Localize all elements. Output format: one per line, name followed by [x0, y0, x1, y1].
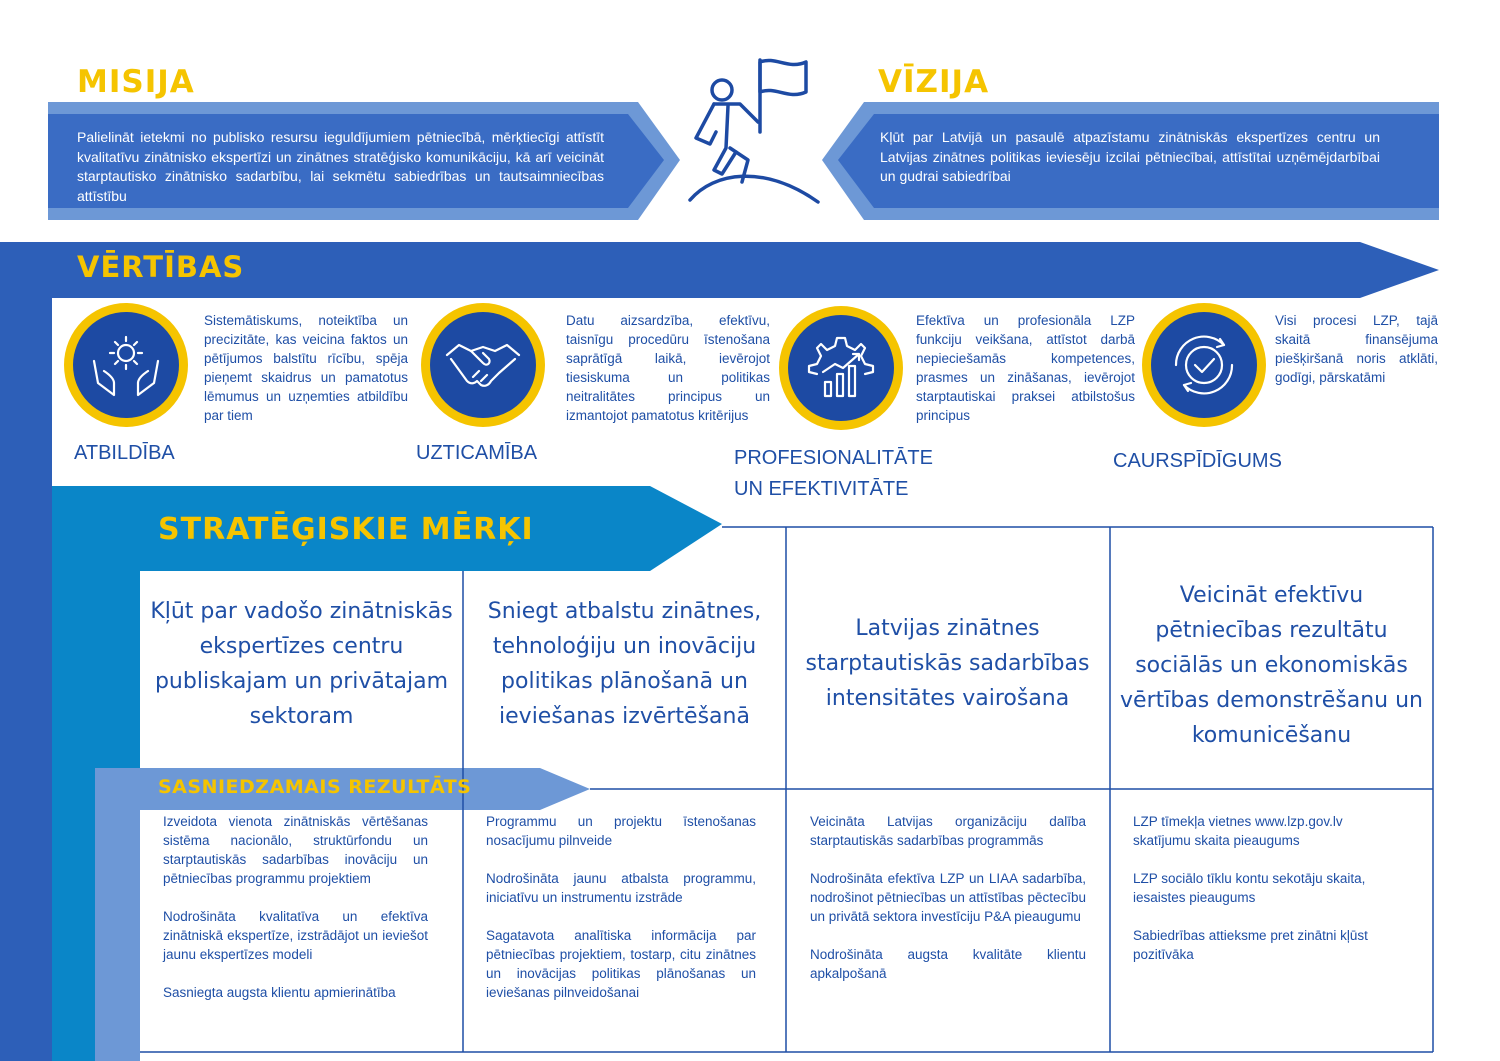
mountain-flag-icon: [684, 52, 824, 212]
result-item: Izveidota vienota zinātniskās vērtēšanas sistēma nacionālo, struktūrfondu un starptautiskās sadarbības inovāciju un pētniecības programmu projektiem: [163, 814, 428, 886]
result-item: Sabiedrības attieksme pret zinātni kļūst pozitīvāka: [1133, 928, 1368, 962]
vision-title: VĪZIJA: [878, 64, 990, 100]
values-title: VĒRTĪBAS: [77, 250, 245, 284]
result-item: LZP tīmekļa vietnes www.lzp.gov.lv skatījumu skaita pieaugums: [1133, 814, 1343, 848]
goal-1: [150, 571, 453, 756]
values-left-bar: [0, 242, 52, 1061]
result-item: Nodrošināta augsta kvalitāte klientu apkalpošanā: [810, 947, 1086, 981]
check-circle-icon: [1164, 325, 1244, 405]
results-col-4: [1133, 812, 1399, 983]
goal-2-text: Sniegt atbalstu zinātnes, tehnoloģiju un inovāciju politikas plānošanā un ieviešanas izvērtēšanā: [487, 599, 762, 729]
handshake-icon: [443, 327, 523, 403]
value-label-uzticamiba: UZTICAMĪBA: [416, 442, 538, 464]
goal-1-text: Kļūt par vadošo zinātniskās ekspertīzes centru publiskajam un privātajam sektoram: [150, 598, 453, 729]
results-left-bar: [95, 768, 140, 1061]
value-text-atbildiba: Sistemātiskums, noteiktība un precizitāte, kas veicina faktos un pētījumos balstītu rīcību, spēja pieņemt skaidrus un pamatotus lēmumus un uzņemties atbildību par tiem: [204, 313, 408, 423]
value-text-caurspidigums: Visi procesi LZP, tajā skaitā finansējuma piešķiršanā noris atklāti, godīgi, pārskatāmi: [1275, 313, 1438, 385]
result-item: Programmu un projektu īstenošanas nosacījumu pilnveide: [486, 814, 756, 848]
goal-4: [1120, 550, 1423, 780]
mission-title: MISIJA: [77, 64, 195, 100]
results-col-3: [810, 812, 1086, 1002]
result-item: LZP sociālo tīklu kontu sekotāju skaita, iesaistes pieaugums: [1133, 871, 1366, 905]
results-col-2: [486, 812, 756, 1021]
hands-gear-icon: [88, 327, 164, 403]
goals-title: STRATĒĢISKIE MĒRĶI: [158, 512, 534, 547]
goal-4-text: Veicināt efektīvu pētniecības rezultātu sociālās un ekonomiskās vērtības demonstrēšanu un komunicēšanu: [1120, 582, 1423, 748]
vision-text: Kļūt par Latvijā un pasaulē atpazīstamu zinātniskās ekspertīzes centru un Latvijas zinātnes politikas ieviesēju izcilai pētniecībai, attīstītai uzņēmējdarbībai un gudrai sabiedrībai: [880, 129, 1380, 184]
goal-2: [473, 564, 776, 764]
goal-3-text: Latvijas zinātnes starptautiskās sadarbības intensitātes vairošana: [805, 616, 1090, 711]
mission-text: Palielināt ietekmi no publisko resursu ieguldījumiem pētniecībā, mērķtiecīgi attīstīt kvalitatīvu zinātnisko ekspertīzi un zinātnes stratēģisko komunikāciju, kā arī veicināt starptautisko zinātnisko sadarbību, lai sekmētu sabiedrības un tautsaimniecības attīstību: [77, 129, 604, 204]
value-icon-atbildiba: [64, 303, 188, 427]
value-label-profesionalitate: PROFESIONALITĀTE UN EFEKTIVITĀTE: [734, 447, 933, 500]
value-label-caurspidigums: CAURSPĪDĪGUMS: [1113, 450, 1282, 472]
value-icon-uzticamiba: [421, 303, 545, 427]
value-label-atbildiba: ATBILDĪBA: [74, 442, 175, 464]
value-text-uzticamiba: Datu aizsardzība, efektīvu, taisnīgu procedūru īstenošana saprātīgā laikā, ievērojot tiesiskuma un politikas neitralitātes principus un izmantojot pamatotus kritērijus: [566, 313, 770, 423]
gear-chart-icon: [803, 330, 879, 406]
goal-3: [796, 571, 1099, 756]
value-text-profesionalitate: Efektīva un profesionāla LZP funkciju veikšana, attīstot darbā nepieciešamās kompetences, prasmes un zināšanas, ievērojot starptautiskai praksei atbilstošus principus: [916, 313, 1135, 423]
results-col-1: [163, 812, 428, 1021]
result-item: Nodrošināta kvalitatīva un efektīva zinātniskā ekspertīze, izstrādājot un ieviešot jaunu ekspertīzes modeli: [163, 909, 428, 962]
result-item: Nodrošināta jaunu atbalsta programmu, iniciatīvu un instrumentu izstrāde: [486, 871, 756, 905]
results-title: SASNIEDZAMAIS REZULTĀTS: [158, 776, 472, 798]
value-icon-caurspidigums: [1142, 303, 1266, 427]
result-item: Sagatavota analītiska informācija par pētniecības projektiem, tostarp, citu zinātnes un inovācijas politikas plānošanas un ieviešanas pilnveidošanai: [486, 928, 756, 1000]
result-item: Veicināta Latvijas organizāciju dalība starptautiskās sadarbības programmās: [810, 814, 1086, 848]
value-icon-profesionalitate: [779, 306, 903, 430]
result-item: Sasniegta augsta klientu apmierinātība: [163, 985, 396, 1000]
result-item: Nodrošināta efektīva LZP un LIAA sadarbība, nodrošinot pētniecības un attīstības pēctecību un privātā sektora investīciju P&A pieaugumu: [810, 871, 1086, 924]
